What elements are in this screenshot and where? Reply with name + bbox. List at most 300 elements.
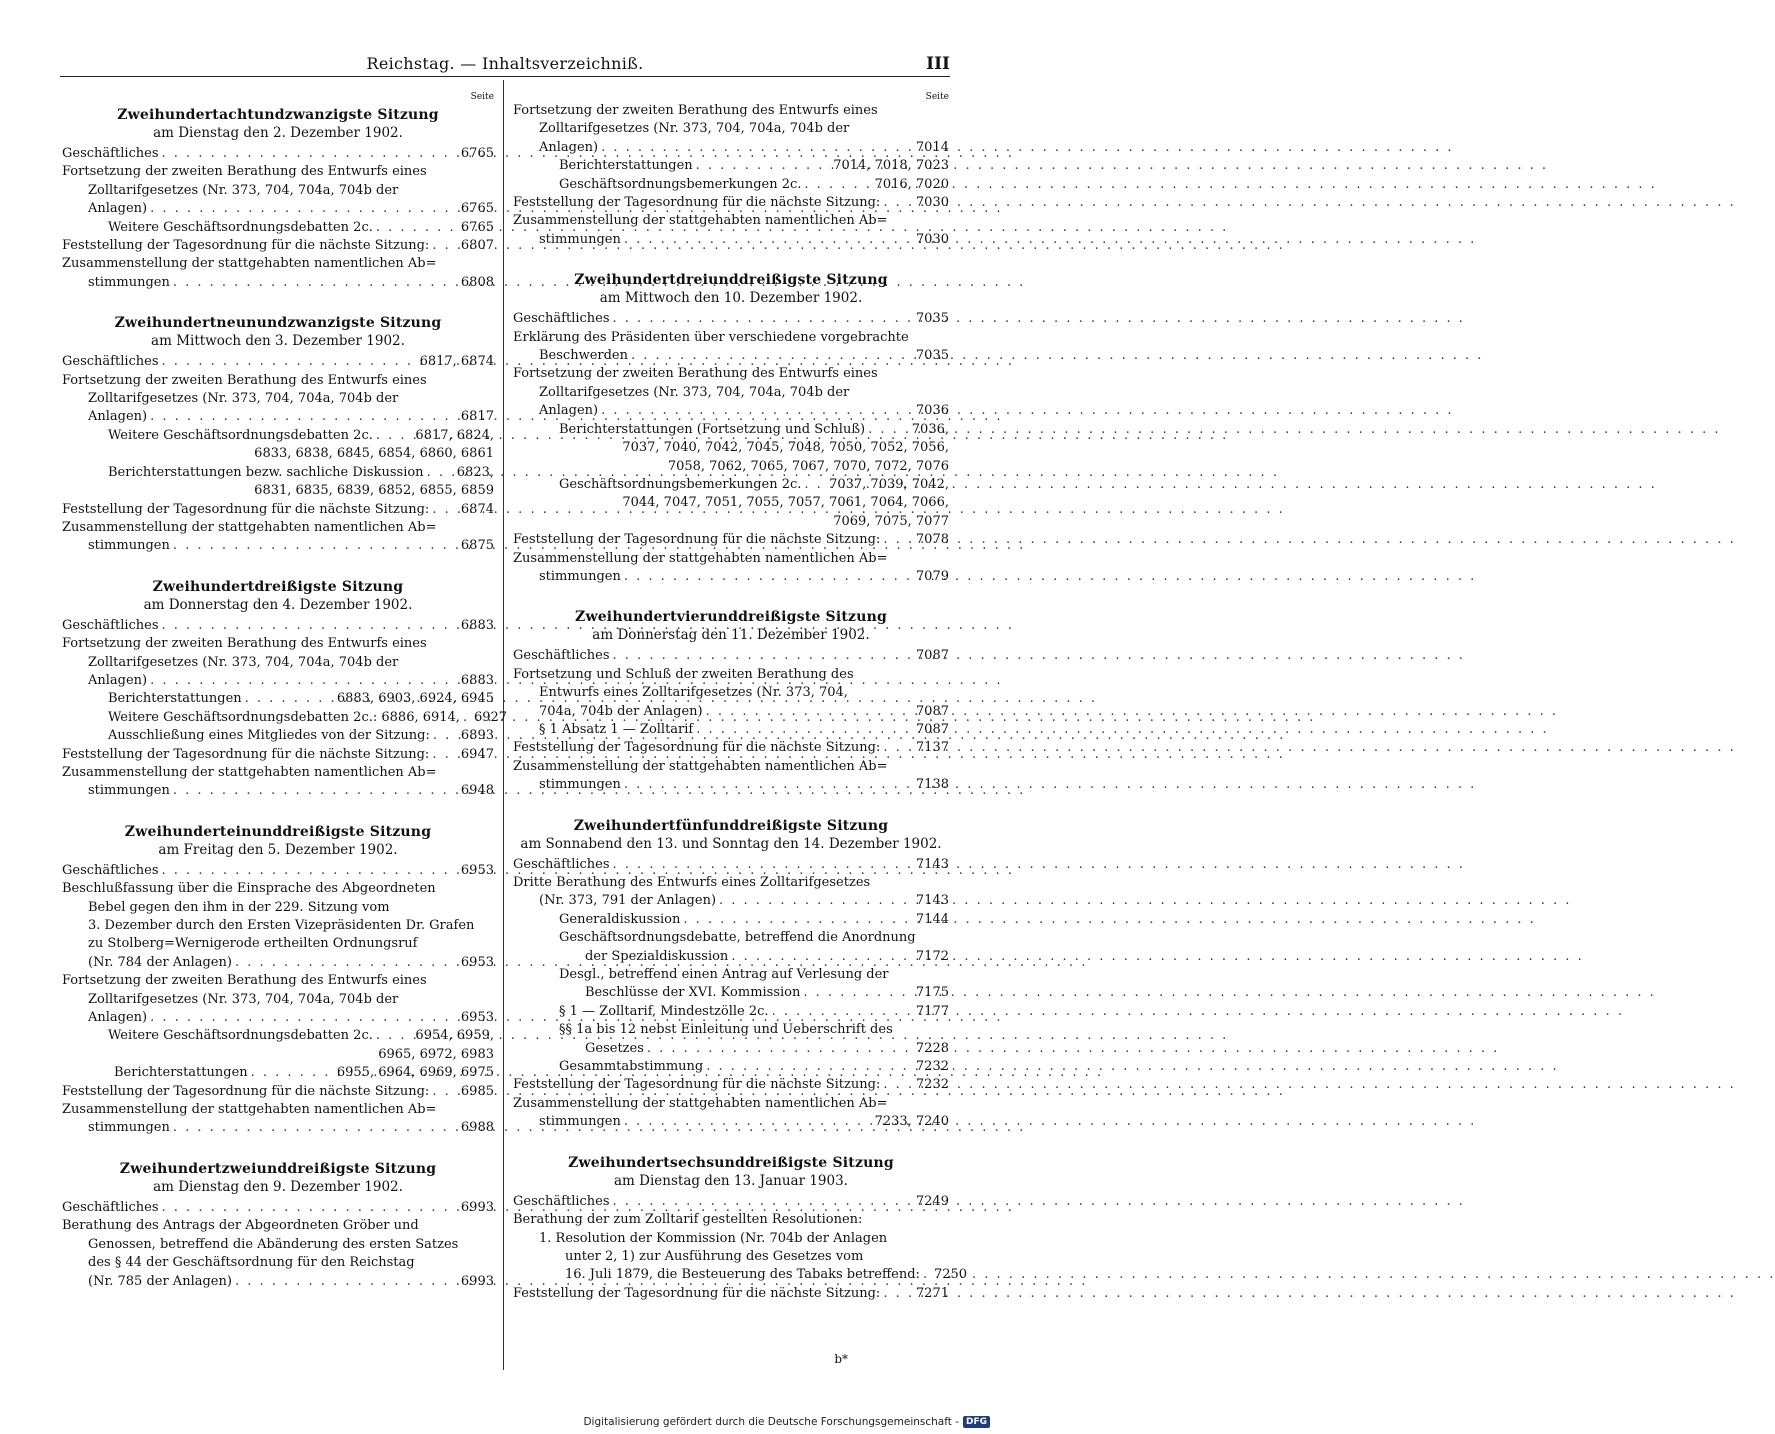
dot-leader (696, 721, 913, 739)
entry-last-line (108, 690, 494, 708)
toc-entry (513, 176, 949, 194)
page-reference: 7087 (915, 721, 949, 737)
entry-text-line: Gesammtabstimmung (559, 1059, 704, 1075)
entry-last-line (62, 617, 494, 635)
entry-last-line (513, 1076, 949, 1094)
entry-last-line (513, 739, 949, 757)
entry-text-line: Fortsetzung der zweiten Berathung des Entwurfs eines (513, 103, 878, 118)
dot-leader (624, 776, 913, 794)
page-reference-continuation: 7037, 7040, 7042, 7045, 7048, 7050, 7052, 7056, (622, 440, 949, 456)
toc-entry (513, 476, 949, 531)
toc-entry (62, 353, 494, 371)
entry-last-line (513, 194, 949, 212)
dot-leader (601, 402, 913, 420)
entry-text-line: Zolltarifgesetzes (Nr. 373, 704, 704a, 704b der (539, 121, 850, 137)
dot-leader (432, 746, 458, 764)
entry-text-line: Geschäftliches (62, 862, 159, 878)
page-reference: 7143 (915, 893, 949, 909)
entry-text-line: Ausschließung eines Mitgliedes von der Sitzung: (108, 728, 430, 744)
toc-entry (513, 1076, 949, 1094)
entry-last-line (513, 347, 949, 365)
dot-leader (162, 353, 417, 371)
entry-last-line (62, 672, 494, 690)
page-reference-continuation: 7058, 7062, 7065, 7067, 7070, 7072, 7076 (667, 458, 949, 474)
page-reference-continuation: 7069, 7075, 7077 (833, 513, 949, 529)
page-reference: 7233, 7240 (874, 1114, 949, 1130)
page-reference: 6807 (460, 238, 494, 254)
dot-leader (613, 310, 913, 328)
toc-entry (513, 647, 949, 665)
page-reference: 6823, (456, 464, 494, 480)
entry-text-line: § 1 — Zolltarif, Mindestzölle 2c. (559, 1003, 769, 1019)
entry-text-line: Desgl., betreffend einen Antrag auf Verlesung der (559, 967, 889, 983)
toc-entry (513, 856, 949, 874)
session-block (513, 1154, 968, 1303)
session-title: Zweihundertdreißigste Sitzung (152, 578, 404, 595)
entry-text-line: Weitere Geschäftsordnungsdebatten 2c. (108, 427, 373, 443)
toc-entry (513, 157, 949, 175)
page-reference: 7036 (915, 403, 949, 419)
toc-entry (513, 929, 949, 966)
entry-last-line (62, 1199, 494, 1217)
entry-last-line (108, 464, 494, 482)
dot-leader (433, 727, 458, 745)
session-title: Zweihundertdreiunddreißigste Sitzung (574, 272, 888, 289)
entry-text-line: Anlagen) (88, 1010, 148, 1026)
toc-entry (62, 972, 494, 1027)
page-reference: 6893 (460, 728, 494, 744)
entry-last-line (62, 1119, 494, 1137)
toc-entry (62, 764, 494, 801)
session-title: Zweihundertachtundzwanzigste Sitzung (117, 107, 439, 123)
session-block (62, 1160, 494, 1291)
entry-last-line (114, 1064, 494, 1082)
session-title: Zweihunderteinunddreißigste Sitzung (124, 823, 432, 840)
session-block (62, 823, 494, 1138)
entry-text-line: Berichterstattungen (Fortsetzung und Schluß) (559, 421, 866, 437)
entry-text-line: stimmungen (88, 783, 170, 799)
toc-entry (62, 690, 494, 708)
page-reference-continuation: 7044, 7047, 7051, 7055, 7057, 7061, 7064, 7066, (622, 495, 949, 511)
dot-leader (883, 531, 913, 549)
session-title: Zweihundertsechsunddreißigste Sitzung (568, 1154, 894, 1171)
entry-text-line: Berichterstattungen (108, 691, 242, 707)
entry-text-line: Feststellung der Tagesordnung für die nächste Sitzung: (62, 238, 430, 254)
entry-text-line: Zolltarifgesetzes (Nr. 373, 704, 704a, 704b der (88, 654, 399, 670)
toc-entry (513, 1230, 968, 1285)
dot-leader (772, 1003, 913, 1021)
toc-entry (62, 1199, 494, 1217)
entry-text-line: Fortsetzung der zweiten Berathung des Entwurfs eines (62, 636, 427, 652)
entry-text-line: Geschäftsordnungsdebatte, betreffend die Anordnung (559, 930, 916, 946)
toc-entry (62, 862, 494, 880)
dot-leader (251, 1064, 334, 1082)
entry-text-line: Beschlüsse der XVI. Kommission (585, 985, 801, 1001)
entry-text-line: Geschäftliches (62, 146, 159, 161)
entry-text-line: Zusammenstellung der stattgehabten namentlichen Ab= (62, 256, 437, 272)
entry-last-line (108, 427, 494, 445)
entry-text-line: Zusammenstellung der stattgehabten namentlichen Ab= (62, 1102, 437, 1118)
page-number: III (926, 54, 950, 74)
dot-leader (376, 1027, 413, 1045)
dot-leader (173, 537, 458, 555)
page-reference: 7087 (915, 648, 949, 664)
entry-text-line: stimmungen (88, 1120, 170, 1136)
dot-leader (150, 1009, 458, 1027)
continued-session-block (513, 102, 949, 249)
dot-leader (173, 782, 458, 800)
entry-text-line: Geschäftliches (513, 311, 610, 327)
seite-label: Seite (470, 92, 494, 102)
dot-leader (804, 476, 826, 494)
entry-text-line: Fortsetzung der zweiten Berathung des Entwurfs eines (513, 366, 878, 382)
session-title: Zweihundertneunundzwanzigste Sitzung (114, 315, 442, 332)
entry-last-line (513, 892, 949, 910)
page-reference: 7078 (915, 532, 949, 548)
toc-entry (513, 1095, 949, 1132)
entry-text-line: Feststellung der Tagesordnung für die nächste Sitzung: (513, 1285, 881, 1301)
footer-text: Digitalisierung gefördert durch die Deutsche Forschungsgemeinschaft - (583, 1416, 959, 1428)
dot-leader (624, 568, 913, 586)
session-date: am Dienstag den 2. Dezember 1902. (153, 125, 403, 141)
entry-text-line: Feststellung der Tagesordnung für die nächste Sitzung: (513, 1077, 881, 1093)
entry-text-line: Zusammenstellung der stattgehabten namentlichen Ab= (513, 213, 888, 229)
dot-leader (162, 617, 458, 635)
entry-text-line: Weitere Geschäftsordnungsdebatten 2c. (108, 219, 373, 235)
toc-entry (513, 421, 949, 476)
dot-leader (245, 690, 334, 708)
page-reference: 7036, (911, 421, 949, 437)
entry-text-line: Feststellung der Tagesordnung für die nächste Sitzung: (513, 532, 881, 548)
page-reference: 6927 (473, 709, 508, 725)
page-reference: 7232 (915, 1077, 949, 1093)
entry-text-line: Geschäftliches (513, 856, 610, 872)
toc-entry (62, 1064, 494, 1082)
right-column (513, 92, 968, 1325)
page-reference: 7249 (915, 1193, 949, 1209)
entry-last-line (513, 776, 949, 794)
dot-leader (613, 647, 913, 665)
entry-text-line: Weitere Geschäftsordnungsdebatten 2c. (108, 1028, 373, 1044)
toc-entry (513, 194, 949, 212)
entry-text-line: (Nr. 373, 791 der Anlagen) (539, 893, 717, 909)
dot-leader (150, 408, 458, 426)
dot-leader (432, 501, 458, 519)
page-reference: 7144 (915, 911, 949, 927)
session-date: am Dienstag den 13. Januar 1903. (614, 1172, 848, 1189)
entry-text-line: Feststellung der Tagesordnung für die nächste Sitzung: (62, 1083, 430, 1099)
entry-last-line (513, 310, 949, 328)
toc-entry (62, 255, 494, 292)
page-reference: 6765 (460, 146, 494, 161)
toc-entry (513, 531, 949, 549)
entry-text-line: Beschlußfassung über die Einsprache des Abgeordneten (62, 881, 436, 897)
toc-entry (62, 1083, 494, 1101)
dot-leader (883, 1076, 913, 1094)
toc-entry (513, 550, 949, 587)
entry-last-line (513, 231, 949, 249)
entry-text-line: Fortsetzung der zweiten Berathung des Entwurfs eines (62, 164, 427, 180)
entry-last-line (513, 1113, 949, 1131)
entry-last-line (62, 274, 494, 292)
session-date: am Dienstag den 9. Dezember 1902. (153, 1178, 403, 1195)
session-block (62, 314, 494, 555)
entry-text-line: 704a, 704b der Anlagen) (539, 703, 703, 719)
toc-entry (513, 1003, 949, 1021)
toc-entry (513, 1021, 949, 1058)
entry-text-line: stimmungen (539, 231, 621, 247)
page-reference: 6993 (460, 1199, 494, 1215)
page-reference: 7035 (915, 348, 949, 364)
page-reference: 6953 (460, 1010, 494, 1026)
toc-entry (513, 666, 949, 721)
entry-text-line: (Nr. 785 der Anlagen) (88, 1273, 232, 1289)
dot-leader (624, 231, 913, 249)
entry-last-line (559, 1040, 949, 1058)
dot-leader (804, 176, 871, 194)
entry-text-line: Feststellung der Tagesordnung für die nächste Sitzung: (62, 501, 430, 517)
entry-text-line: Geschäftsordnungsbemerkungen 2c. (559, 176, 802, 192)
entry-text-line: Anlagen) (88, 672, 148, 688)
toc-entry (62, 501, 494, 519)
toc-entry (513, 721, 949, 739)
session-title: Zweihundertvierunddreißigste Sitzung (575, 609, 887, 626)
dot-leader (883, 739, 913, 757)
page-reference: 7030 (915, 195, 949, 211)
page-reference: 7014, 7018, 7023 (833, 158, 949, 174)
toc-entry (62, 709, 508, 727)
session-block (62, 578, 508, 801)
toc-entry (513, 911, 949, 929)
entry-text-line: Geschäftliches (62, 1199, 159, 1215)
toc-entry (62, 219, 494, 237)
entry-text-line: Berichterstattungen (559, 158, 693, 174)
page-reference: 7250 (933, 1267, 968, 1283)
page-reference: 7232 (915, 1059, 949, 1075)
entry-text-line: Zusammenstellung der stattgehabten namentlichen Ab= (62, 519, 437, 535)
entry-text-line: §§ 1a bis 12 nebst Einleitung und Ueberschrift des (559, 1022, 893, 1038)
entry-text-line: Fortsetzung der zweiten Berathung des Entwurfs eines (62, 372, 427, 388)
toc-entry (513, 966, 949, 1003)
entry-text-line: Feststellung der Tagesordnung für die nächste Sitzung: (513, 740, 881, 756)
entry-last-line (513, 1285, 949, 1303)
toc-entry (62, 163, 494, 218)
toc-entry (513, 329, 949, 366)
page-reference: 6817, 6824, (415, 427, 494, 443)
dot-leader (706, 703, 913, 721)
page-reference: 6953 (460, 862, 494, 878)
page-reference: 7079 (915, 568, 949, 584)
page-reference: 6874 (460, 501, 494, 517)
page-header (60, 52, 950, 77)
entry-text-line: Geschäftliches (513, 1193, 610, 1209)
entry-last-line (559, 476, 949, 494)
page-reference-continuation: 6833, 6838, 6845, 6854, 6860, 6861 (254, 446, 494, 462)
session-block (513, 817, 949, 1132)
entry-last-line (513, 402, 949, 420)
toc-entry (62, 635, 494, 690)
page-reference: 6765 (460, 219, 494, 235)
session-date: am Mittwoch den 10. Dezember 1902. (599, 290, 863, 307)
entry-text-line: Gesetzes (585, 1040, 644, 1056)
entry-text-line: Zusammenstellung der stattgehabten namentlichen Ab= (513, 550, 888, 566)
entry-last-line (559, 1058, 949, 1076)
entry-text-line: Zolltarifgesetzes (Nr. 373, 704, 704a, 704b der (88, 391, 399, 407)
session-date: am Donnerstag den 11. Dezember 1902. (592, 627, 870, 644)
entry-text-line: Zusammenstellung der stattgehabten namentlichen Ab= (62, 764, 437, 780)
entry-text-line: Berathung des Antrags der Abgeordneten Gröber und (62, 1218, 419, 1234)
toc-entry (513, 1193, 949, 1211)
entry-text-line: der Spezialdiskussion (585, 948, 729, 964)
dot-leader (803, 984, 913, 1002)
entry-text-line: Zusammenstellung der stattgehabten namentlichen Ab= (513, 758, 888, 774)
toc-entry (513, 1285, 949, 1303)
page-reference: 6765 (460, 201, 494, 217)
entry-text-line: Zolltarifgesetzes (Nr. 373, 704, 704a, 704b der (88, 991, 399, 1007)
toc-entry (62, 237, 494, 255)
entry-text-line: Anlagen) (539, 403, 599, 419)
entry-text-line: Generaldiskussion (559, 911, 681, 927)
toc-entry (62, 880, 494, 972)
dot-leader (463, 709, 471, 727)
dot-leader (696, 157, 831, 175)
page-reference: 6883 (460, 672, 494, 688)
entry-last-line (62, 353, 494, 371)
toc-entry (513, 874, 949, 911)
entry-last-line (539, 1266, 968, 1284)
entry-text-line: Bebel gegen den ihm in der 229. Sitzung vom (88, 899, 390, 915)
entry-last-line (559, 1003, 949, 1021)
entry-last-line (62, 145, 494, 163)
entry-text-line: zu Stolberg=Wernigerode ertheilten Ordnungsruf (88, 936, 418, 952)
dot-leader (162, 862, 458, 880)
session-date: am Sonnabend den 13. und Sonntag den 14. Dezember 1902. (520, 835, 942, 852)
dot-leader (432, 1083, 458, 1101)
entry-last-line (559, 421, 949, 439)
page-reference: 7172 (915, 948, 949, 964)
entry-last-line (62, 1083, 494, 1101)
dot-leader (173, 274, 458, 292)
entry-text-line: 16. Juli 1879, die Besteuerung des Tabaks betreffend: (565, 1267, 920, 1283)
page-reference: 7177 (915, 1003, 949, 1019)
entry-last-line (62, 1273, 494, 1291)
session-block (62, 106, 494, 292)
entry-text-line: Feststellung der Tagesordnung für die nächste Sitzung: (62, 746, 430, 762)
session-block (513, 271, 949, 586)
dot-leader (706, 1058, 913, 1076)
entry-last-line (513, 1211, 949, 1229)
toc-entry (62, 427, 494, 464)
toc-entry (62, 1101, 494, 1138)
entry-text-line: des § 44 der Geschäftsordnung für den Reichstag (88, 1255, 415, 1271)
entry-text-line: Berichterstattungen (114, 1065, 248, 1081)
dot-leader (683, 911, 913, 929)
page-reference: 7014 (915, 139, 949, 155)
page-reference: 6985 (460, 1083, 494, 1099)
entry-text-line: Zusammenstellung der stattgehabten namentlichen Ab= (513, 1095, 888, 1111)
page-reference: 6954, 6959, (415, 1028, 494, 1044)
dot-leader (235, 954, 458, 972)
page-reference: 7271 (915, 1285, 949, 1301)
dot-leader (601, 139, 913, 157)
entry-text-line: Anlagen) (539, 139, 599, 155)
dot-leader (923, 1266, 931, 1284)
toc-entry (513, 739, 949, 757)
entry-text-line: § 1 Absatz 1 — Zolltarif (539, 721, 694, 737)
toc-entry (62, 519, 494, 556)
page-reference: 6948 (460, 783, 494, 799)
entry-text-line: Anlagen) (88, 409, 148, 425)
toc-entry (62, 1217, 494, 1291)
entry-text-line: Feststellung der Tagesordnung für die nächste Sitzung: (513, 195, 881, 211)
entry-last-line (62, 200, 494, 218)
entry-text-line: Dritte Berathung des Entwurfs eines Zolltarifgesetzes (513, 875, 871, 890)
seite-label: Seite (925, 92, 949, 102)
entry-text-line: stimmungen (88, 538, 170, 554)
entry-last-line (559, 176, 949, 194)
entry-text-line: Anlagen) (88, 201, 148, 217)
signature-mark: b* (834, 1352, 848, 1366)
entry-text-line: Geschäftliches (62, 354, 159, 370)
page-reference: 7137 (915, 740, 949, 756)
page-reference: 6988 (460, 1120, 494, 1136)
dot-leader (631, 347, 913, 365)
entry-last-line (513, 647, 949, 665)
session-title: Zweihundertfünfunddreißigste Sitzung (573, 817, 889, 834)
session-title: Zweihundertzweiunddreißigste Sitzung (119, 1160, 437, 1177)
dot-leader (376, 219, 458, 237)
entry-text-line: stimmungen (539, 777, 621, 793)
page-reference: 6883 (460, 617, 494, 633)
entry-last-line (108, 219, 494, 237)
session-date: am Donnerstag den 4. Dezember 1902. (143, 596, 413, 613)
session-block (513, 608, 949, 794)
entry-last-line (62, 537, 494, 555)
dot-leader (162, 145, 458, 163)
entry-text-line: 1. Resolution der Kommission (Nr. 704b der Anlagen (539, 1230, 888, 1246)
entry-last-line (559, 911, 949, 929)
entry-last-line (108, 727, 494, 745)
toc-entry (513, 310, 949, 328)
entry-last-line (513, 703, 949, 721)
entry-text-line: (Nr. 784 der Anlagen) (88, 954, 232, 970)
left-column (62, 92, 508, 1313)
page-reference: 6955, 6964, 6969, 6975 (336, 1065, 494, 1081)
entry-last-line (62, 746, 494, 764)
toc-entry (513, 1058, 949, 1076)
entry-text-line: Fortsetzung und Schluß der zweiten Berathung des (513, 666, 854, 682)
dot-leader (432, 237, 458, 255)
dot-leader (613, 856, 913, 874)
page-reference: 6875 (460, 538, 494, 554)
entry-last-line (513, 856, 949, 874)
toc-entry (62, 746, 494, 764)
page-reference: 6947 (460, 746, 494, 762)
dot-leader (624, 1113, 872, 1131)
page-reference: 6817, 6874 (419, 354, 494, 370)
toc-entry (62, 372, 494, 427)
page-reference: 7138 (915, 777, 949, 793)
entry-last-line (62, 1009, 494, 1027)
footer (583, 1416, 990, 1428)
entry-text-line: unter 2, 1) zur Ausführung des Gesetzes vom (565, 1248, 864, 1264)
page-reference: 7143 (915, 856, 949, 872)
entry-last-line (559, 157, 949, 175)
entry-text-line: Genossen, betreffend die Abänderung des ersten Satzes (88, 1236, 459, 1252)
page-reference: 7035 (915, 311, 949, 327)
page-reference: 7228 (915, 1040, 949, 1056)
page-reference: 6883, 6903, 6924, 6945 (336, 691, 494, 707)
